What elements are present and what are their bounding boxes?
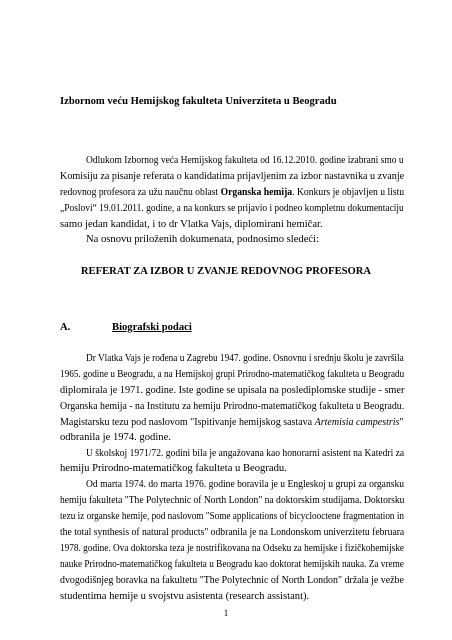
section-heading: Biografski podaci — [112, 321, 192, 333]
intro-line-2: Komisiju za pisanje referata o kandidatima prijavljenim za izbor nastavnika u zvanje — [60, 171, 405, 183]
intro-line-5: samo jedan kandidat, i to dr Vlatka Vajs, diplomirani hemičar. — [60, 219, 323, 231]
intro-line-3 — [60, 186, 404, 199]
species-italic: Artemisia campestris — [314, 416, 400, 428]
bio-p1-line-5-c: " — [399, 416, 404, 428]
bio-p1-line-1: Dr Vlatka Vajs je rođena u Zagrebu 1947. godine. Osnovnu i srednju školu je završila — [86, 352, 404, 364]
intro-line-3-c: . Konkurs je objavljen u listu — [292, 187, 405, 199]
report-title: REFERAT ZA IZBOR U ZVANJE REDOVNOG PROFESORA — [80, 265, 372, 277]
bio-p3-line-2: hemiju fakulteta "The Polytechnic of North London" na doktorskim studijama. Doktorsku — [60, 495, 405, 507]
intro-line-3-a: redovnog profesora za užu naučnu oblast — [60, 187, 221, 199]
intro-line-4: „Poslovi“ 19.01.2011. godine, a na konkurs se prijavio i podneo kompletnu dokumentaciju — [60, 203, 404, 215]
bio-p1-line-6: odbranila je 1974. godine. — [60, 432, 171, 444]
intro-line-6: Na osnovu priloženih dokumenata, podnosimo sledeći: — [86, 234, 320, 246]
bio-p3-line-5: 1978. godine. Ova doktorska teza je nostrifikovana na Odseku za hemijske i fizičkohemijske — [60, 543, 405, 555]
page-number: 1 — [223, 608, 229, 618]
addressee-line: Izbornom veću Hemijskog fakulteta Univerziteta u Beogradu — [60, 96, 337, 107]
bio-p3-line-6: nauke Prirodno-matematičkog fakulteta u Beogradu kao doktorat hemijskih nauka. Za vreme — [60, 559, 404, 571]
bio-p1-line-5-a: Magistarsku tezu pod naslovom "Ispitivanje hemijskog sastava — [60, 416, 315, 428]
bio-p3-line-7: dvogodišnjeg boravka na fakultetu "The Polytechnic of North London" držala je vežbe — [60, 575, 404, 587]
bio-p1-line-2: 1965. godine u Beogradu, a na Hemijskoj grupi Prirodno-matematičkog fakulteta u Beogradu — [60, 368, 405, 380]
bio-p1-line-4: Organska hemija - na Institutu za hemiju Prirodno-matematičkog fakulteta u Beogradu. — [60, 400, 405, 412]
intro-line-1: Odlukom Izbornog veća Hemijskog fakulteta od 16.12.2010. godine izabrani smo u — [86, 155, 404, 167]
bio-p3-line-8: studentima hemije u svojstvu asistenta (research assistant). — [60, 591, 310, 602]
oblast-bold: Organska hemija — [220, 187, 293, 199]
bio-p3-line-1: Od marta 1974. do marta 1976. godine boravila je u Engleskoj u grupi za organsku — [86, 479, 405, 491]
bio-p1-line-5 — [60, 416, 404, 429]
bio-p2-line-1: U školskoj 1971/72. godini bila je angažovana kao honorarni asistent na Katedri za — [86, 448, 405, 460]
bio-p2-line-2: hemiju Prirodno-matematičkog fakulteta u Beogradu. — [60, 463, 287, 475]
bio-p3-line-3: tezu iz organske hemije, pod naslovom "Some applications of bicyclooctene fragmentation in — [60, 511, 404, 523]
section-letter: A. — [60, 321, 71, 333]
bio-p1-line-3: diplomirala je 1971. godine. Iste godine se upisala na poslediplomske studije - smer — [60, 384, 405, 396]
bio-p3-line-4: the total synthesis of natural products" odbranila je na Londonskom univerzitetu februara — [60, 527, 405, 539]
